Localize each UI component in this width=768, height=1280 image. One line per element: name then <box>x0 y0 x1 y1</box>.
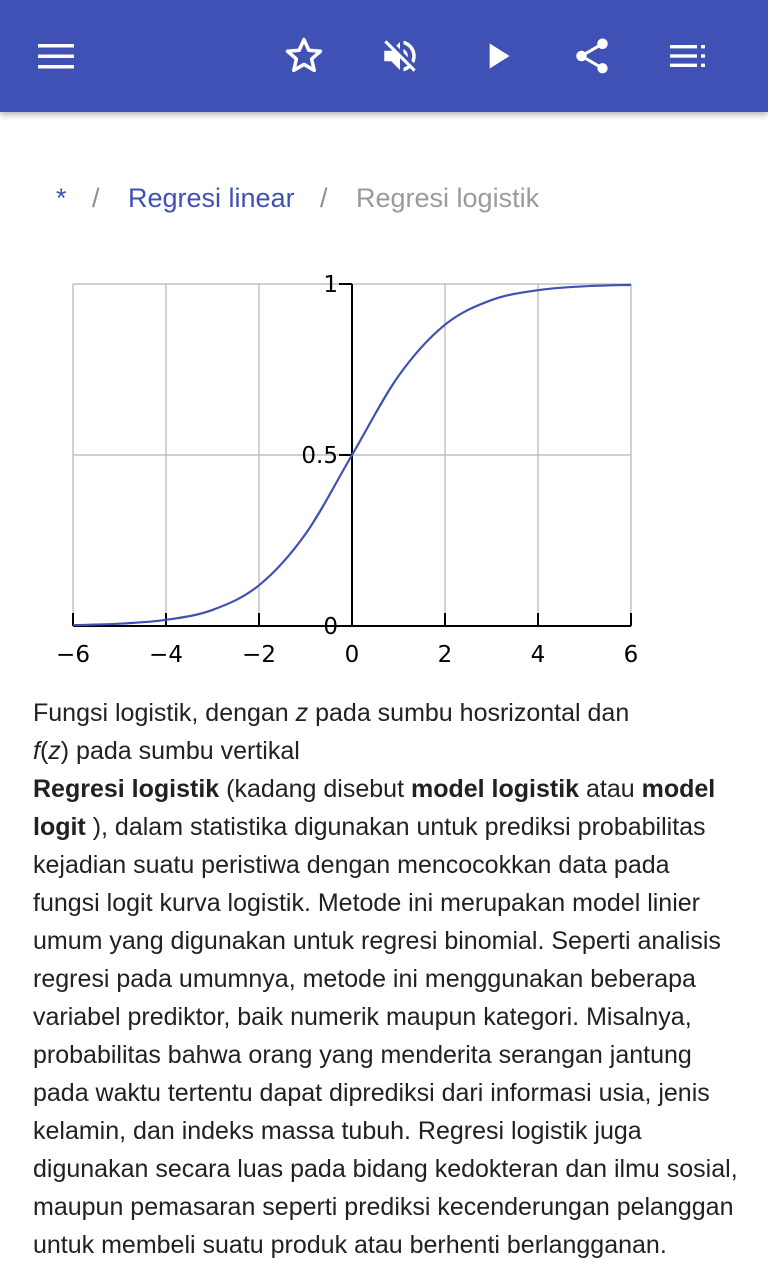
caption-variable: z <box>48 737 61 765</box>
paragraph-text: (kadang disebut <box>219 775 411 803</box>
logistic-function-chart <box>40 262 660 672</box>
chart-svg <box>40 262 660 672</box>
breadcrumb-separator: / <box>92 183 100 213</box>
y-tick-label: 0.5 <box>301 443 338 469</box>
x-tick-label: −6 <box>56 642 90 668</box>
bold-term: model logit <box>33 775 716 841</box>
share-icon <box>571 35 613 77</box>
menu-icon <box>36 36 76 76</box>
menu-button[interactable] <box>28 28 84 84</box>
share-button[interactable] <box>564 28 620 84</box>
caption-text: ( <box>39 737 49 765</box>
caption-text: Fungsi logistik, dengan <box>33 699 296 727</box>
favorite-button[interactable] <box>276 28 332 84</box>
top-app-bar <box>0 0 768 112</box>
caption-function: f <box>33 737 40 765</box>
caption-variable: z <box>295 699 309 727</box>
article-paragraph <box>33 770 741 1264</box>
volume-off-icon <box>379 35 421 77</box>
bold-term: Regresi logistik <box>33 775 220 803</box>
paragraph-text: atau <box>579 775 642 803</box>
caption-text: pada sumbu vertikal <box>69 737 300 765</box>
breadcrumb-separator: / <box>320 183 328 213</box>
breadcrumb-home-link[interactable]: * <box>56 183 67 213</box>
paragraph-text: ), dalam statistika digunakan untuk prediksi probabilitas kejadian suatu peristiwa dengan mencocokkan data pada fungsi logit kurva logistik. Metode ini merupakan model linier umum yang digunakan untuk regresi binomial. Seperti analisis regresi pada umumnya, metode ini menggunakan beberapa variabel prediktor, baik numerik maupun kategori. Misalnya, probabilitas bahwa orang yang menderita serangan jantung pada waktu tertentu dapat diprediksi dari informasi usia, jenis kelamin, dan indeks massa tubuh. Regresi logistik juga digunakan secara luas pada bidang kedokteran dan ilmu sosial, maupun pemasaran seperti prediksi kecenderungan pelanggan untuk membeli suatu produk atau berhenti berlangganan. <box>33 813 738 1259</box>
x-tick-label: 6 <box>623 642 639 668</box>
mute-button[interactable] <box>372 28 428 84</box>
article-body <box>33 694 741 1264</box>
y-tick-label: 0 <box>323 614 338 640</box>
y-tick-label: 1 <box>323 272 338 298</box>
list-icon <box>667 35 709 77</box>
caption-text: pada sumbu hosrizontal dan <box>308 699 630 727</box>
play-button[interactable] <box>470 28 526 84</box>
contents-button[interactable] <box>660 28 716 84</box>
play-icon <box>478 36 518 76</box>
x-tick-label: −4 <box>149 642 183 668</box>
figure-caption <box>33 694 741 770</box>
x-tick-label: 4 <box>530 642 546 668</box>
caption-text: ) <box>60 737 70 765</box>
x-tick-label: 0 <box>344 642 360 668</box>
x-tick-label: 2 <box>437 642 453 668</box>
star-icon <box>283 35 325 77</box>
breadcrumb-current: Regresi logistik <box>356 183 540 213</box>
x-tick-label: −2 <box>242 642 276 668</box>
bold-term: model logistik <box>410 775 580 803</box>
breadcrumb-parent-link[interactable]: Regresi linear <box>128 183 295 213</box>
